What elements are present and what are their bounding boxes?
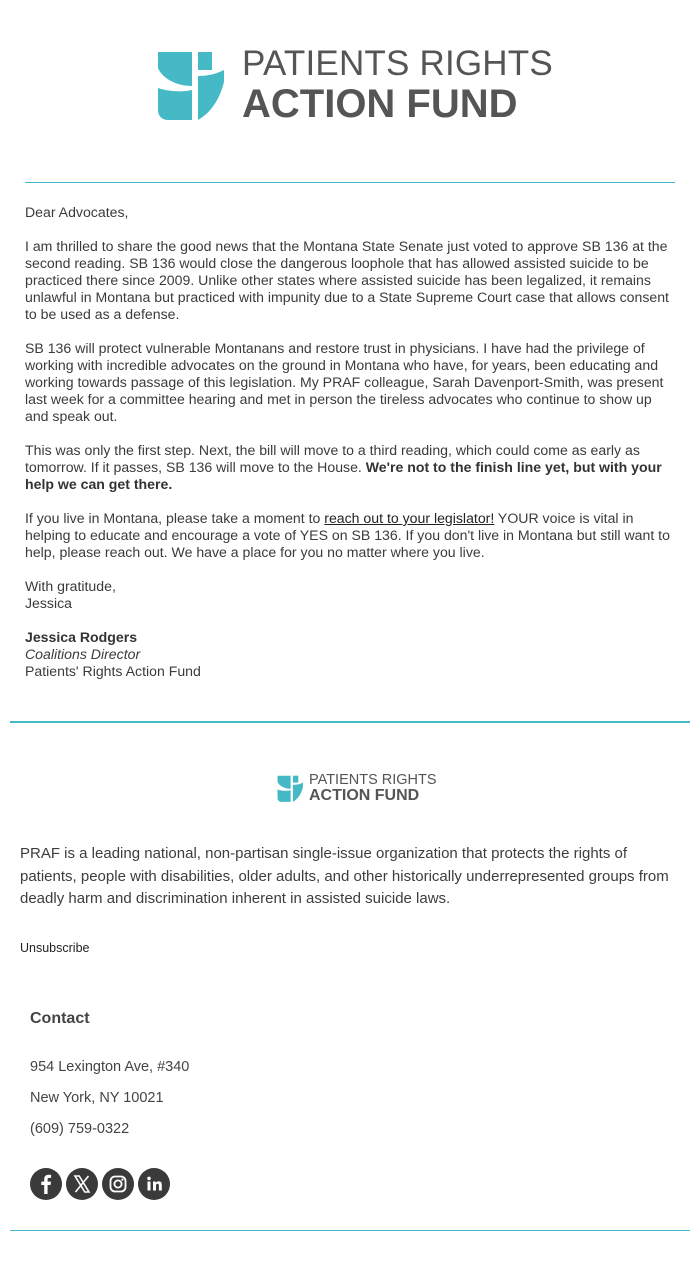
signature-org: Patients' Rights Action Fund: [25, 663, 201, 679]
footer-divider: [10, 721, 690, 723]
letter-body: [25, 204, 677, 680]
paragraph-2: SB 136 will protect vulnerable Montanans and restore trust in physicians. I have had the privilege of working with incredible advocates on the ground in Montana who have, for years, been educating and working towards passage of this legislation. My PRAF colleague, Sarah Davenport-Smith, was present last week for a committee hearing and met in person the tireless advocates who continue to show up and speak out.: [25, 340, 664, 424]
paragraph-4: [25, 510, 677, 561]
social-links: [30, 1168, 170, 1200]
x-icon[interactable]: [66, 1168, 98, 1200]
closing: [25, 578, 677, 612]
paragraph-4-end: YOUR voice is vital in helping to educate and encourage a vote of YES on SB 136. If you don't live in Montana but still want to help, please reach out. We have a place for you no matter where you live.: [25, 510, 670, 560]
footer-logo-mark-icon: [276, 773, 306, 803]
signature: [25, 629, 677, 680]
contact-heading: Contact: [30, 1010, 90, 1027]
logo-line1: PATIENTS RIGHTS: [242, 44, 553, 83]
bottom-divider: [10, 1230, 690, 1231]
instagram-icon[interactable]: [102, 1168, 134, 1200]
greeting: Dear Advocates,: [25, 204, 129, 220]
unsubscribe-link[interactable]: Unsubscribe: [20, 941, 90, 955]
legislator-link[interactable]: reach out to your legislator!: [324, 510, 495, 526]
closing-line: With gratitude,: [25, 578, 116, 594]
phone-number: (609) 759-0322: [30, 1121, 130, 1137]
about-text: PRAF is a leading national, non-partisan single-issue organization that protects the rights of patients, people with disabilities, older adults, and other historically underrepresented groups from deadly harm and discrimination inherent in assisted suicide laws.: [20, 845, 669, 907]
paragraph-4-start: If you live in Montana, please take a moment to: [25, 510, 325, 526]
footer-logo[interactable]: [276, 772, 437, 806]
paragraph-3-text: This was only the first step. Next, the bill will move to a third reading, which could come as early as tomorrow. If it passes, SB 136 will move to the House.: [25, 442, 640, 475]
header-logo[interactable]: [154, 44, 553, 126]
paragraph-3-bold: We're not to the finish line yet, but with your help we can get there.: [25, 459, 662, 492]
signature-title: Coalitions Director: [25, 646, 141, 662]
linkedin-icon[interactable]: [138, 1168, 170, 1200]
logo-mark-icon: [154, 46, 232, 122]
header-divider: [25, 182, 675, 183]
closing-name: Jessica: [25, 595, 72, 611]
paragraph-1: I am thrilled to share the good news that the Montana State Senate just voted to approve SB 136 at the second reading. SB 136 would close the dangerous loophole that has allowed assisted suicide to be practiced there since 2009. Unlike other states where assisted suicide has been legalized, it remains unlawful in Montana but practiced with impunity due to a State Supreme Court case that allows consent to be used as a defense.: [25, 238, 669, 322]
address-line-2: New York, NY 10021: [30, 1090, 164, 1106]
footer-logo-line2: ACTION FUND: [309, 787, 420, 804]
address-line-1: 954 Lexington Ave, #340: [30, 1059, 190, 1075]
logo-line2: ACTION FUND: [242, 82, 518, 126]
signature-name: Jessica Rodgers: [25, 629, 138, 645]
paragraph-3: [25, 442, 677, 493]
footer-logo-line1: PATIENTS RIGHTS: [309, 772, 437, 788]
facebook-icon[interactable]: [30, 1168, 62, 1200]
